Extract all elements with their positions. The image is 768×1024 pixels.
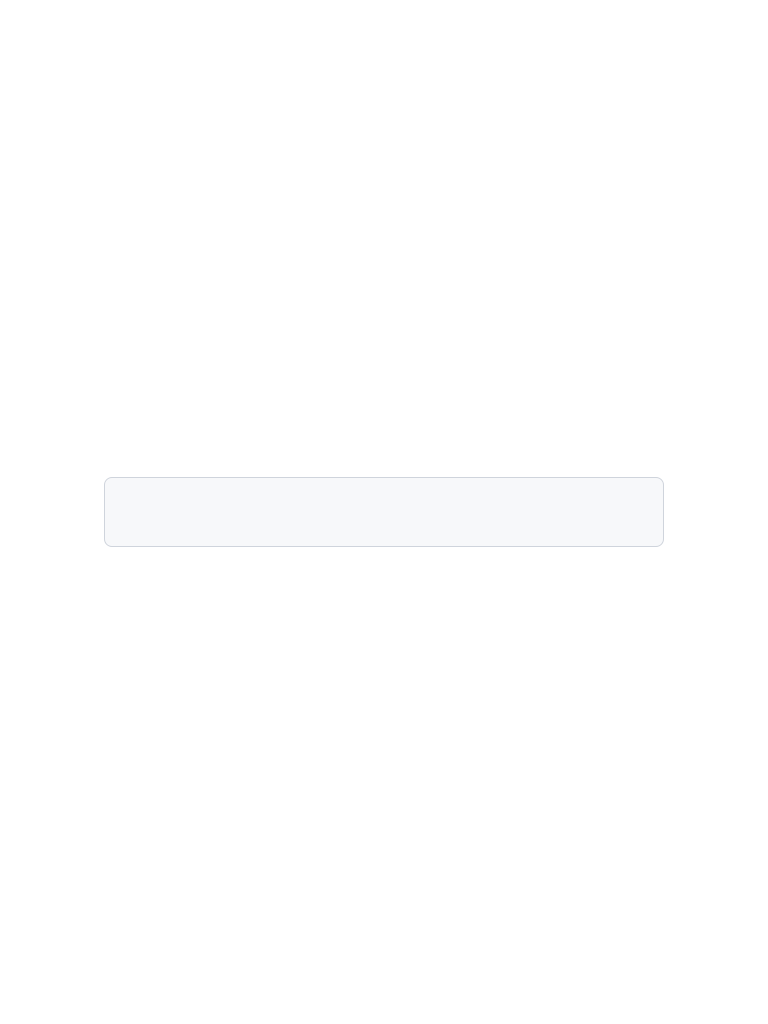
- placeholder-panel: [104, 477, 664, 547]
